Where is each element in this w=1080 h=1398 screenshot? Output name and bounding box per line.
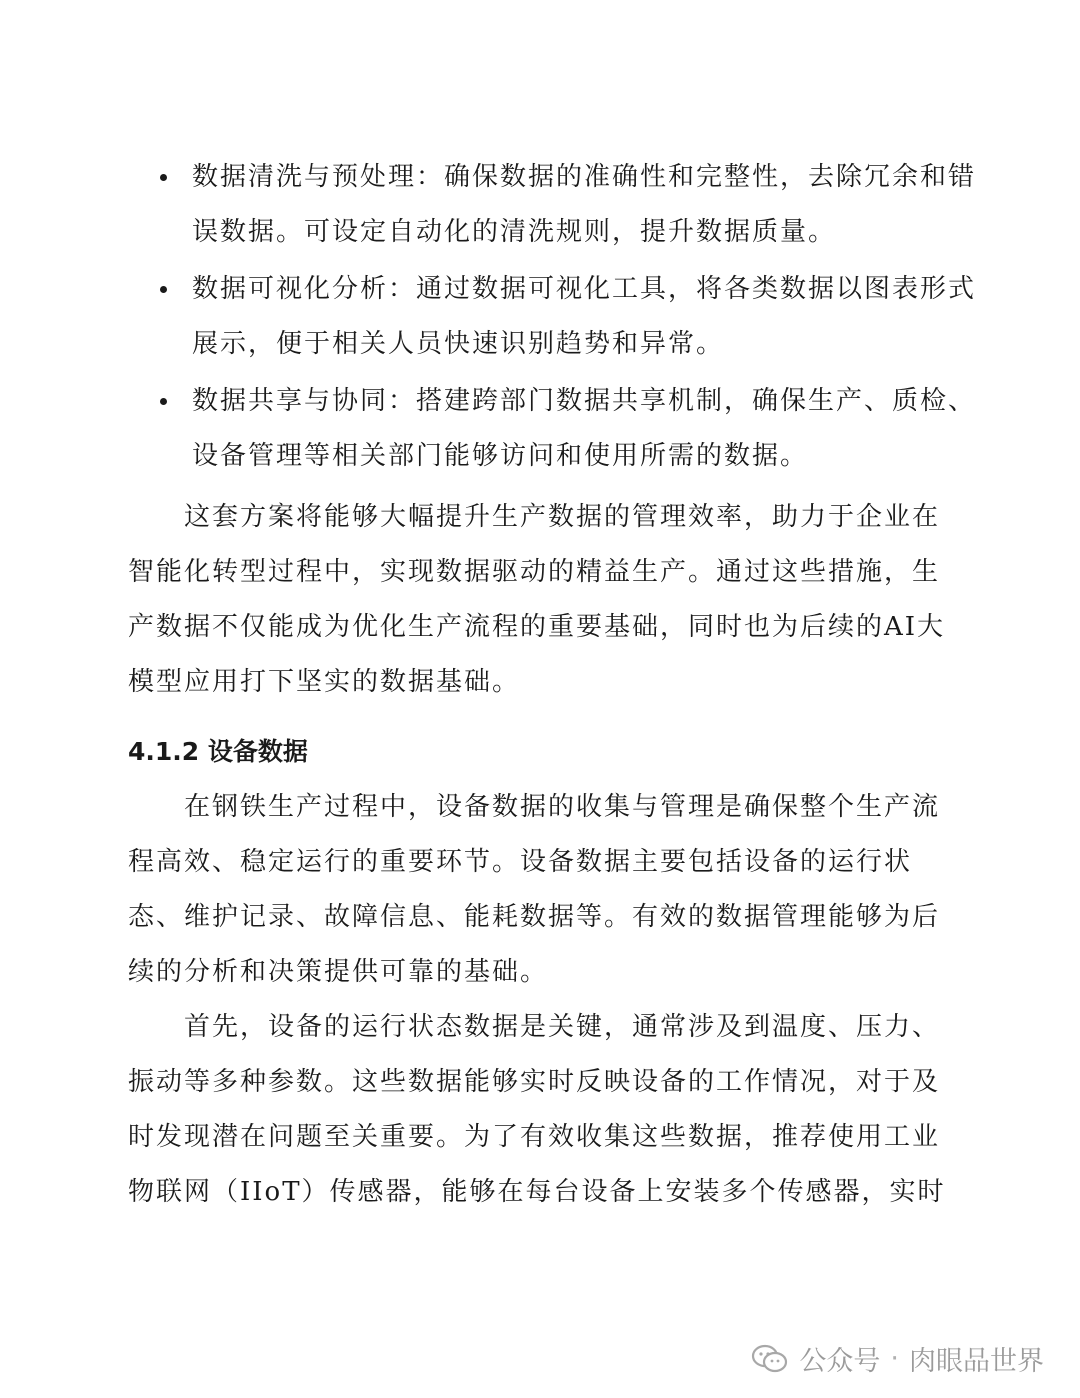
bullet-text: 数据清洗与预处理：确保数据的准确性和完整性，去除冗余和错误数据。可设定自动化的清洗规则，提升数据质量。 [192, 162, 977, 247]
bullet-item [130, 150, 980, 260]
wechat-icon [751, 1344, 789, 1374]
paragraph: 这套方案将能够大幅提升生产数据的管理效率，助力于企业在智能化转型过程中，实现数据驱动的精益生产。通过这些措施，生产数据不仅能成为优化生产流程的重要基础，同时也为后续的AI大模型应用打下坚实的数据基础。 [128, 502, 946, 697]
paragraph: 在钢铁生产过程中，设备数据的收集与管理是确保整个生产流程高效、稳定运行的重要环节。设备数据主要包括设备的运行状态、维护记录、故障信息、能耗数据等。有效的数据管理能够为后续的分析和决策提供可靠的基础。 [128, 792, 941, 987]
bullet-list [130, 150, 980, 486]
bullet-text: 数据共享与协同：搭建跨部门数据共享机制，确保生产、质检、设备管理等相关部门能够访问和使用所需的数据。 [192, 386, 977, 471]
bullet-item [130, 374, 980, 484]
section-heading: 4.1.2 设备数据 [128, 737, 308, 766]
bullet-dot-icon [160, 398, 167, 405]
watermark-label: 公众号 [799, 1346, 881, 1377]
watermark [751, 1339, 1044, 1378]
paragraph: 首先，设备的运行状态数据是关键，通常涉及到温度、压力、振动等多种参数。这些数据能够实时反映设备的工作情况，对于及时发现潜在问题至关重要。为了有效收集这些数据，推荐使用工业物联网（IIoT）传感器，能够在每台设备上安装多个传感器，实时 [128, 1012, 946, 1207]
bullet-text: 数据可视化分析：通过数据可视化工具，将各类数据以图表形式展示，便于相关人员快速识别趋势和异常。 [192, 274, 977, 359]
bullet-dot-icon [160, 286, 167, 293]
bullet-dot-icon [160, 174, 167, 181]
watermark-separator: · [890, 1343, 899, 1374]
watermark-account: 肉眼品世界 [909, 1346, 1044, 1377]
bullet-item [130, 262, 980, 372]
